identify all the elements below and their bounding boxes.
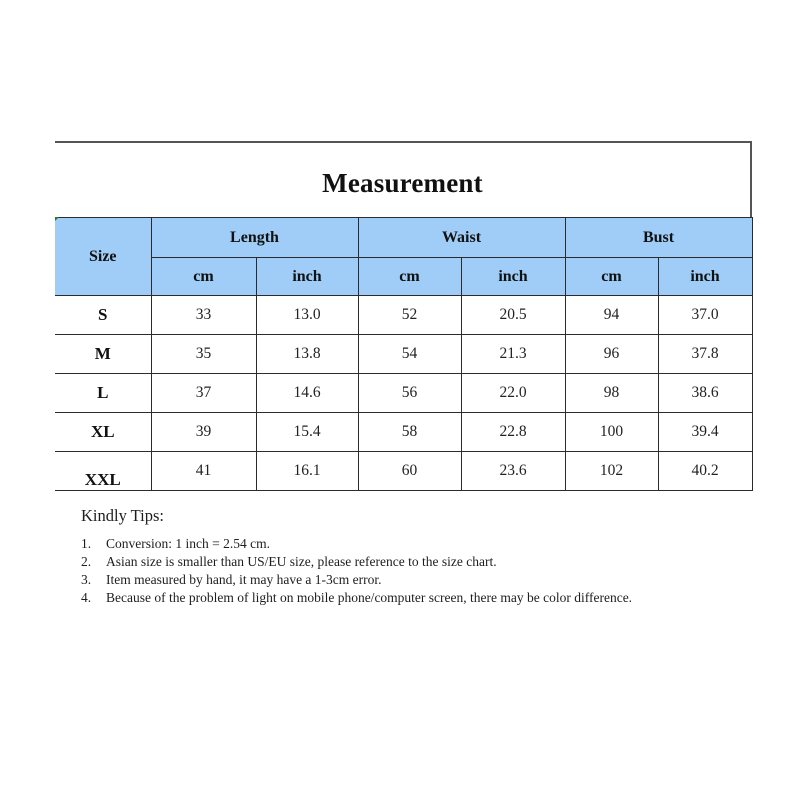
table-row bbox=[55, 335, 752, 374]
size-label: L bbox=[55, 374, 151, 413]
table-cell: 96 bbox=[565, 335, 658, 374]
size-chart bbox=[55, 141, 752, 491]
tip-item bbox=[81, 571, 681, 589]
size-label-text: XXL bbox=[84, 470, 121, 489]
table-row bbox=[55, 413, 752, 452]
table-cell: 13.0 bbox=[256, 296, 358, 335]
table-cell: 40.2 bbox=[658, 452, 752, 491]
size-label: M bbox=[55, 335, 151, 374]
tip-text: Item measured by hand, it may have a 1-3cm error. bbox=[106, 572, 382, 587]
table-cell: 98 bbox=[565, 374, 658, 413]
tip-item bbox=[81, 553, 681, 571]
table-cell: 41 bbox=[151, 452, 256, 491]
header-unit: cm bbox=[565, 258, 658, 296]
table-row bbox=[55, 296, 752, 335]
tip-text: Asian size is smaller than US/EU size, please reference to the size chart. bbox=[106, 554, 497, 569]
table-cell: 16.1 bbox=[256, 452, 358, 491]
table-cell: 23.6 bbox=[461, 452, 565, 491]
table-cell: 102 bbox=[565, 452, 658, 491]
table-cell: 58 bbox=[358, 413, 461, 452]
cell-corner-marker bbox=[55, 217, 59, 221]
tip-number: 3. bbox=[81, 572, 92, 587]
table-row bbox=[55, 452, 752, 491]
table-cell: 37.0 bbox=[658, 296, 752, 335]
header-unit: cm bbox=[151, 258, 256, 296]
size-table bbox=[55, 217, 753, 491]
size-label bbox=[55, 452, 151, 491]
tip-text: Because of the problem of light on mobile phone/computer screen, there may be color difference. bbox=[106, 590, 633, 605]
table-cell: 33 bbox=[151, 296, 256, 335]
tips-title: Kindly Tips: bbox=[81, 506, 164, 525]
header-row-groups bbox=[55, 218, 752, 258]
table-cell: 39 bbox=[151, 413, 256, 452]
table-cell: 100 bbox=[565, 413, 658, 452]
table-cell: 94 bbox=[565, 296, 658, 335]
header-unit: cm bbox=[358, 258, 461, 296]
tip-number: 2. bbox=[81, 554, 92, 569]
header-length: Length bbox=[151, 218, 358, 258]
tip-number: 1. bbox=[81, 536, 92, 551]
table-cell: 15.4 bbox=[256, 413, 358, 452]
table-cell: 21.3 bbox=[461, 335, 565, 374]
table-cell: 56 bbox=[358, 374, 461, 413]
kindly-tips bbox=[81, 506, 681, 607]
header-waist: Waist bbox=[358, 218, 565, 258]
tip-item bbox=[81, 535, 681, 553]
table-cell: 37 bbox=[151, 374, 256, 413]
header-unit: inch bbox=[461, 258, 565, 296]
title-box bbox=[55, 141, 752, 217]
header-unit: inch bbox=[658, 258, 752, 296]
table-cell: 13.8 bbox=[256, 335, 358, 374]
header-bust: Bust bbox=[565, 218, 752, 258]
table-cell: 37.8 bbox=[658, 335, 752, 374]
tip-text: Conversion: 1 inch = 2.54 cm. bbox=[106, 536, 270, 551]
table-cell: 60 bbox=[358, 452, 461, 491]
tip-item bbox=[81, 589, 681, 607]
size-label: XL bbox=[55, 413, 151, 452]
table-cell: 39.4 bbox=[658, 413, 752, 452]
table-cell: 54 bbox=[358, 335, 461, 374]
table-row bbox=[55, 374, 752, 413]
chart-title: Measurement bbox=[322, 167, 483, 198]
header-row-units bbox=[55, 258, 752, 296]
tips-list bbox=[81, 535, 681, 607]
size-label: S bbox=[55, 296, 151, 335]
table-cell: 35 bbox=[151, 335, 256, 374]
table-cell: 22.0 bbox=[461, 374, 565, 413]
tip-number: 4. bbox=[81, 590, 92, 605]
table-cell: 52 bbox=[358, 296, 461, 335]
table-cell: 20.5 bbox=[461, 296, 565, 335]
header-unit: inch bbox=[256, 258, 358, 296]
header-size: Size bbox=[55, 218, 151, 296]
table-cell: 14.6 bbox=[256, 374, 358, 413]
table-cell: 38.6 bbox=[658, 374, 752, 413]
table-cell: 22.8 bbox=[461, 413, 565, 452]
